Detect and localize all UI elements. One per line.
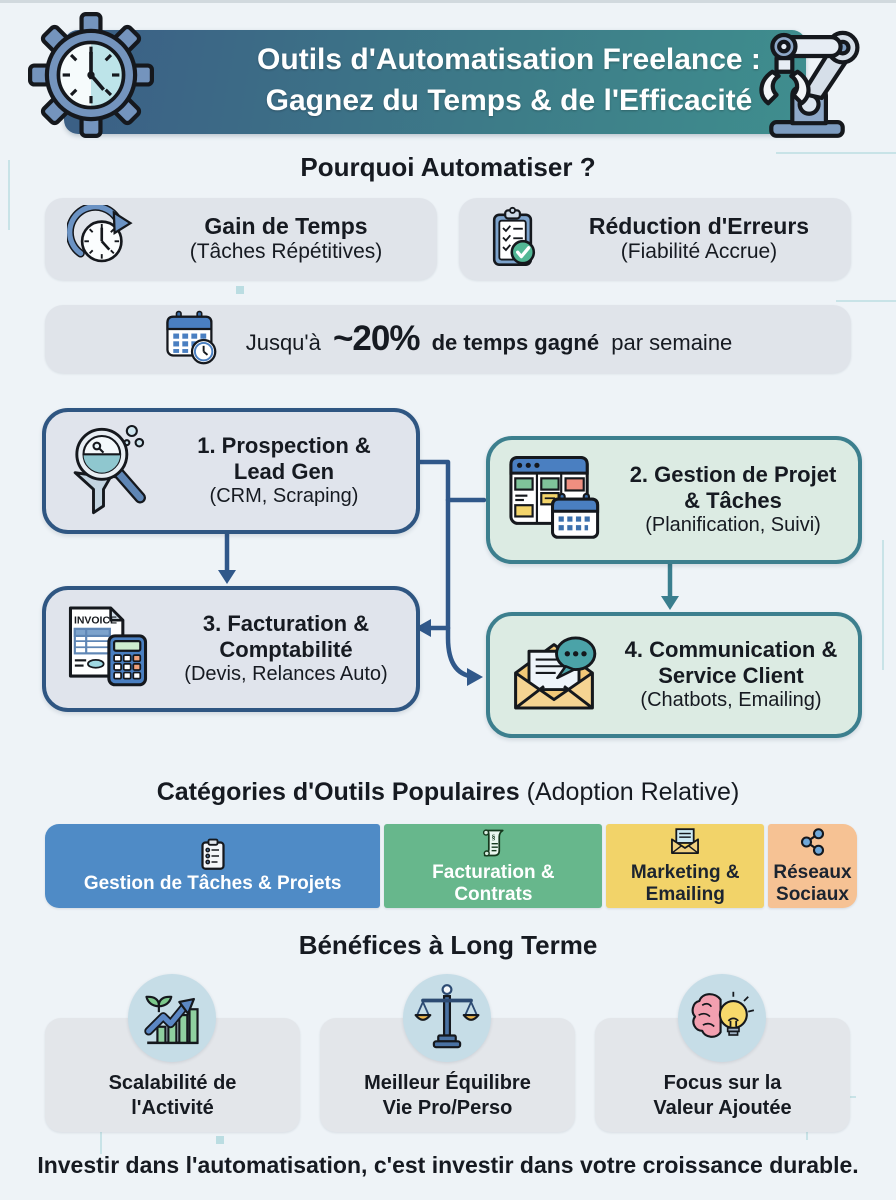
flow-box-title: Comptabilité <box>219 637 353 663</box>
stat-emphasis: de temps gagné <box>431 330 600 355</box>
open-envelope-icon <box>669 827 701 859</box>
longterm-label <box>109 1071 237 1132</box>
section-heading-benefits: Bénéfices à Long Terme <box>298 930 598 960</box>
circuit-node <box>216 1136 224 1144</box>
flow-box-communication <box>486 612 862 738</box>
longterm-label <box>653 1071 791 1132</box>
section-heading-why: Pourquoi Automatiser ? <box>300 152 596 182</box>
header-banner <box>64 30 806 134</box>
flow-box-prospection <box>42 408 420 534</box>
segment-label: Réseaux Sociaux <box>773 862 852 905</box>
flow-box-facturation <box>42 586 420 712</box>
flow-box-subtitle: (Devis, Relances Auto) <box>184 663 388 686</box>
segment-marketing-emailing <box>606 824 764 908</box>
page-title <box>214 40 804 121</box>
circuit-node <box>236 286 244 294</box>
longterm-label-line: Valeur Ajoutée <box>653 1096 792 1119</box>
flow-box-gestion <box>486 436 862 564</box>
flow-box-title: & Tâches <box>684 488 782 514</box>
flow-box-title: 1. Prospection & <box>197 433 371 459</box>
flow-box-title: 4. Communication & <box>624 637 838 663</box>
segment-facturation-contrats <box>384 824 602 908</box>
segment-reseaux-sociaux <box>768 824 857 908</box>
segment-gestion-taches <box>45 824 380 908</box>
longterm-label-line: Vie Pro/Perso <box>382 1096 513 1119</box>
growth-plant-icon <box>128 974 216 1062</box>
benefit-card-errors <box>459 198 851 280</box>
segment-label: Gestion de Tâches & Projets <box>83 872 342 894</box>
circuit-line <box>882 540 884 670</box>
flow-box-text <box>156 611 416 687</box>
longterm-label <box>364 1071 531 1132</box>
benefit-subtitle: (Tâches Répétitives) <box>189 240 383 264</box>
longterm-label-line: Focus sur la <box>663 1072 782 1095</box>
benefit-title: Gain de Temps <box>204 213 368 240</box>
kanban-calendar-icon <box>504 452 608 548</box>
circuit-line <box>836 300 896 302</box>
section-heading-categories <box>0 778 896 807</box>
stat-prefix: Jusqu'à <box>245 330 321 355</box>
benefit-title: Réduction d'Erreurs <box>588 213 810 240</box>
flow-box-subtitle: (Chatbots, Emailing) <box>640 689 822 712</box>
clock-cycle-icon <box>67 205 135 273</box>
categories-heading-bold: Catégories d'Outils Populaires <box>156 778 520 806</box>
invoice-label: INVOICE <box>73 615 118 627</box>
flow-box-title: 2. Gestion de Projet <box>629 462 837 488</box>
benefit-card-errors-text <box>561 214 851 263</box>
page-title-line2: Gagnez du Temps & de l'Efficacité <box>265 83 753 117</box>
invoice-calculator-icon <box>60 601 156 697</box>
calendar-clock-icon <box>161 309 223 371</box>
stat-value: ~20% <box>332 319 420 358</box>
segment-label: Facturation & Contrats <box>432 862 555 905</box>
stat-text <box>243 319 736 359</box>
flow-box-text <box>608 462 858 538</box>
magnifier-funnel-icon <box>60 421 152 521</box>
robot-arm-icon <box>744 14 870 140</box>
flow-box-title: 3. Facturation & <box>202 611 370 637</box>
benefit-card-time-text <box>149 214 437 263</box>
flow-box-subtitle: (Planification, Suivi) <box>645 514 821 537</box>
section-sign: § <box>491 832 496 842</box>
flow-box-title: Lead Gen <box>233 459 335 485</box>
gear-clock-icon <box>28 12 154 138</box>
brain-bulb-icon <box>678 974 766 1062</box>
longterm-label-line: Meilleur Équilibre <box>364 1072 531 1095</box>
top-edge-line <box>0 0 896 3</box>
stat-suffix: par semaine <box>611 330 733 355</box>
segment-label: Marketing & Emailing <box>630 862 740 905</box>
page-title-line1: Outils d'Automatisation Freelance : <box>257 43 761 76</box>
flow-box-text <box>152 433 416 509</box>
flow-box-text <box>604 637 858 713</box>
longterm-label-line: Scalabilité de <box>108 1072 237 1095</box>
flow-box-title: Service Client <box>658 663 804 689</box>
categories-heading-regular: (Adoption Relative) <box>526 778 740 806</box>
clipboard-list-icon <box>198 838 228 870</box>
envelope-chat-icon <box>504 631 604 719</box>
adoption-bar <box>45 824 853 908</box>
benefit-subtitle: (Fiabilité Accrue) <box>620 240 778 264</box>
footer-tagline: Investir dans l'automatisation, c'est investir dans votre croissance durable. <box>37 1152 859 1178</box>
benefit-card-time <box>45 198 437 280</box>
stat-banner <box>45 305 851 373</box>
balance-scale-icon <box>403 974 491 1062</box>
flow-box-subtitle: (CRM, Scraping) <box>209 485 359 508</box>
share-nodes-icon <box>799 827 826 859</box>
scroll-contract-icon <box>479 827 507 859</box>
longterm-label-line: l'Activité <box>131 1096 214 1119</box>
clipboard-check-icon <box>481 206 547 272</box>
